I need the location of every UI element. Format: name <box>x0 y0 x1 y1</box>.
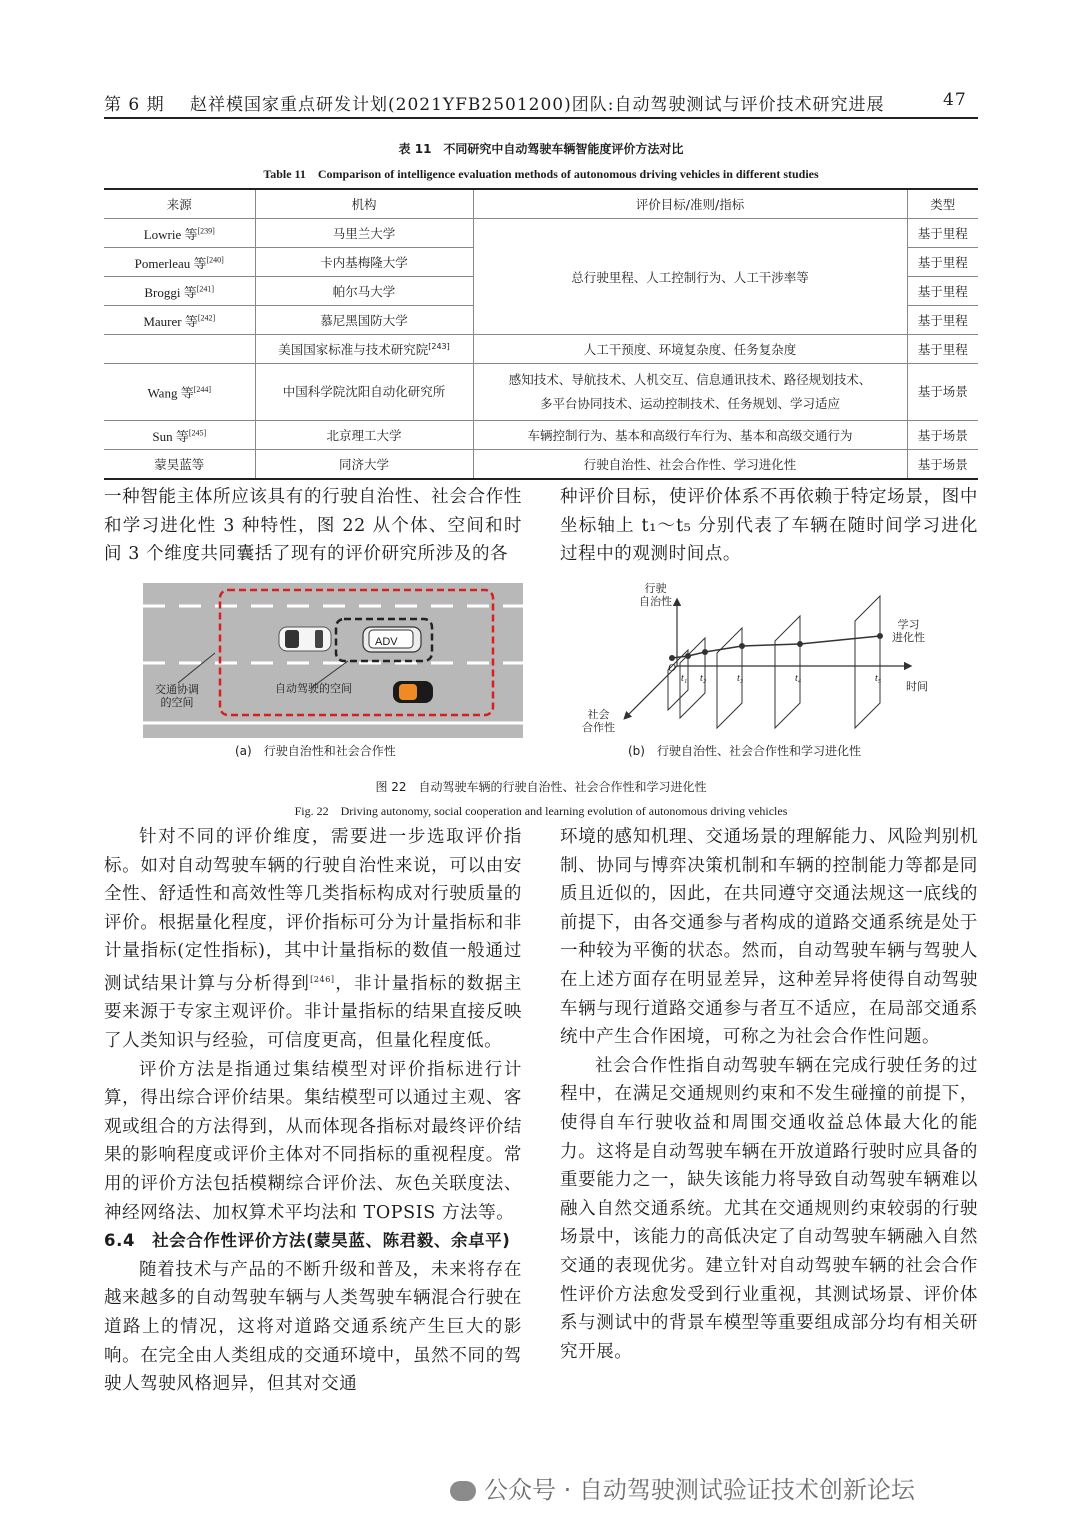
cell-type: 基于里程 <box>907 248 978 277</box>
origin-label: O <box>668 662 676 674</box>
z-axis-label: 社会 合作性 <box>582 708 615 734</box>
table-caption-cn: 表 11 不同研究中自动驾驶车辆智能度评价方法对比 <box>398 142 684 156</box>
running-title: 赵祥模国家重点研发计划(2021YFB2501200)团队:自动驾驶测试与评价技术研究进展 <box>190 95 885 115</box>
tick-t3: t₃ <box>737 673 744 684</box>
paragraph: 环境的感知机理、交通场景的理解能力、风险判别机制、协同与博弈决策机制和车辆的控制能力等都是同质且近似的，因此，在共同遵守交通法规这一底线的前提下，由各交通参与者构成的道路交通系统是处于一种较为平衡的状态。然而，自动驾驶车辆与驾驶人在上述方面存在明显差异，这种差异将使得自动驾驶车辆与现行道路交通参与者互不适应，在局部交通系统中产生合作困境，可称之为社会合作性问题。 <box>560 827 978 1048</box>
fig22b-caption: (b) 行驶自治性、社会合作性和学习进化性 <box>628 744 861 758</box>
cell-org: 帕尔马大学 <box>255 277 473 306</box>
table-11 <box>104 188 978 480</box>
right-column <box>560 823 978 1366</box>
cell-type: 基于场景 <box>907 450 978 480</box>
time-label: 时间 <box>906 680 928 693</box>
cell-criteria-merged: 总行驶里程、人工控制行为、人工干涉率等 <box>473 219 907 335</box>
x-axis-label: 学习 进化性 <box>892 618 925 644</box>
figure-22b <box>570 578 950 743</box>
col-header-source: 来源 <box>104 189 255 219</box>
cell-criteria: 车辆控制行为、基本和高级行车行为、基本和高级交通行为 <box>473 421 907 450</box>
y-axis-label: 行驶 自治性 <box>639 582 672 608</box>
cell-type: 基于里程 <box>907 277 978 306</box>
col-header-org: 机构 <box>255 189 473 219</box>
left-column <box>104 823 522 1399</box>
cell-source: Sun 等[245] <box>104 421 255 450</box>
cell-source: 蒙昊蓝等 <box>104 450 255 480</box>
evolution-3d-diagram <box>570 578 950 743</box>
table-row <box>104 450 978 480</box>
table-caption-en: Table 11 Comparison of intelligence evaluation methods of autonomous driving vehicles in different studies <box>263 167 819 181</box>
cell-org: 美国国家标准与技术研究院[243] <box>255 335 473 364</box>
header-rule <box>104 117 978 119</box>
table-row <box>104 421 978 450</box>
paragraph: 随着技术与产品的不断升级和普及，未来将存在越来越多的自动驾驶车辆与人类驾驶车辆混合行驶在道路上的情况，这将对道路交通系统产生巨大的影响。在完全由人类组成的交通环境中，虽然不同的驾驶人驾驶风格迥异，但其对交通 <box>104 1259 522 1395</box>
cell-source: Pomerleau 等[240] <box>104 248 255 277</box>
car-orange-icon <box>393 681 433 703</box>
cell-org: 中国科学院沈阳自动化研究所 <box>255 364 473 421</box>
fig22-caption-en: Fig. 22 Driving autonomy, social cooperation and learning evolution of autonomous driving vehicles <box>294 804 788 818</box>
watermark: 公众号 · 自动驾驶测试验证技术创新论坛 <box>450 1470 915 1505</box>
cell-source: Lowrie 等[239] <box>104 219 255 248</box>
issue-number: 第 6 期 <box>104 95 165 115</box>
cell-org: 马里兰大学 <box>255 219 473 248</box>
figure-22a <box>143 583 523 738</box>
tick-t4: t₄ <box>795 673 802 684</box>
cell-org: 慕尼黑国防大学 <box>255 306 473 335</box>
paragraph: 社会合作性指自动驾驶车辆在完成行驶任务的过程中，在满足交通规则约束和不发生碰撞的前提下，使得自车行驶收益和周围交通收益总体最大化的能力。这将是自动驾驶车辆在开放道路行驶时应具备的重要能力之一，缺失该能力将导致自动驾驶车辆难以融入自然交通系统。尤其在交通规则约束较弱的行驶场景中，该能力的高低决定了自动驾驶车辆融入自然交通的表现优劣。建立针对自动驾驶车辆的社会合作性评价方法愈发受到行业重视，其测试场景、评价体系与测试中的背景车模型等重要组成部分均有相关研究开展。 <box>560 1055 978 1362</box>
section-heading: 6.4 社会合作性评价方法(蒙昊蓝、陈君毅、余卓平) <box>104 1231 511 1251</box>
cell-source: Maurer 等[242] <box>104 306 255 335</box>
label-traffic-space: 交通协调 的空间 <box>155 683 199 709</box>
label-auto-space: 自动驾驶的空间 <box>275 682 352 695</box>
cell-type: 基于场景 <box>907 364 978 421</box>
text-top-right: 种评价目标，使评价体系不再依赖于特定场景，图中坐标轴上 t₁～t₅ 分别代表了车辆在随时间学习进化过程中的观测时间点。 <box>560 487 978 565</box>
cell-criteria: 人工干预度、环境复杂度、任务复杂度 <box>473 335 907 364</box>
page-number: 47 <box>943 90 967 110</box>
text-top-left: 一种智能主体所应该具有的行驶自治性、社会合作性和学习进化性 3 种特性，图 22 从个体、空间和时间 3 个维度共同囊括了现有的评价研究所涉及的各 <box>104 487 522 565</box>
cell-org: 卡内基梅隆大学 <box>255 248 473 277</box>
cell-source: Wang 等[244] <box>104 364 255 421</box>
cell-type: 基于场景 <box>907 421 978 450</box>
table-row <box>104 335 978 364</box>
col-header-criteria: 评价目标/准则/指标 <box>473 189 907 219</box>
car-white-icon <box>279 627 331 651</box>
cell-org: 同济大学 <box>255 450 473 480</box>
cell-type: 基于里程 <box>907 306 978 335</box>
cell-org: 北京理工大学 <box>255 421 473 450</box>
paragraph: 评价方法是指通过集结模型对评价指标进行计算，得出综合评价结果。集结模型可以通过主观、客观或组合的方法得到，从而体现各指标对最终评价结果的影响程度或评价主体对不同指标的重视程度。常用的评价方法包括模糊综合评价法、灰色关联度法、神经网络法、加权算术平均法和 TOPSIS 方法等。 <box>104 1059 522 1223</box>
cell-source <box>104 335 255 364</box>
fig22-caption-cn: 图 22 自动驾驶车辆的行驶自治性、社会合作性和学习进化性 <box>375 780 707 794</box>
col-header-type: 类型 <box>907 189 978 219</box>
tick-t5: t₅ <box>875 673 882 684</box>
cell-criteria: 行驶自治性、社会合作性、学习进化性 <box>473 450 907 480</box>
table-row <box>104 219 978 248</box>
table-row <box>104 364 978 421</box>
adv-label: ADV <box>375 636 398 648</box>
wechat-icon <box>450 1481 476 1501</box>
paragraph: 针对不同的评价维度，需要进一步选取评价指标。如对自动驾驶车辆的行驶自治性来说，可以由安全性、舒适性和高效性等几类指标构成对行驶质量的评价。根据量化程度，评价指标可分为计量指标和非计量指标(定性指标)，其中计量指标的数值一般通过测试结果计算与分析得到[246]，非计量指标的数据主要来源于专家主观评价。非计量指标的结果直接反映了人类知识与经验，可信度更高，但量化程度低。 <box>104 827 522 1051</box>
cell-type: 基于里程 <box>907 219 978 248</box>
tick-t2: t₂ <box>700 673 707 684</box>
table-header-row <box>104 189 978 219</box>
fig22a-caption: (a) 行驶自治性和社会合作性 <box>235 744 396 758</box>
cell-type: 基于里程 <box>907 335 978 364</box>
road-diagram <box>143 583 523 738</box>
cell-criteria: 感知技术、导航技术、人机交互、信息通讯技术、路径规划技术、 多平台协同技术、运动控制技术、任务规划、学习适应 <box>473 364 907 421</box>
cell-source: Broggi 等[241] <box>104 277 255 306</box>
tick-t1: t₁ <box>681 673 688 684</box>
